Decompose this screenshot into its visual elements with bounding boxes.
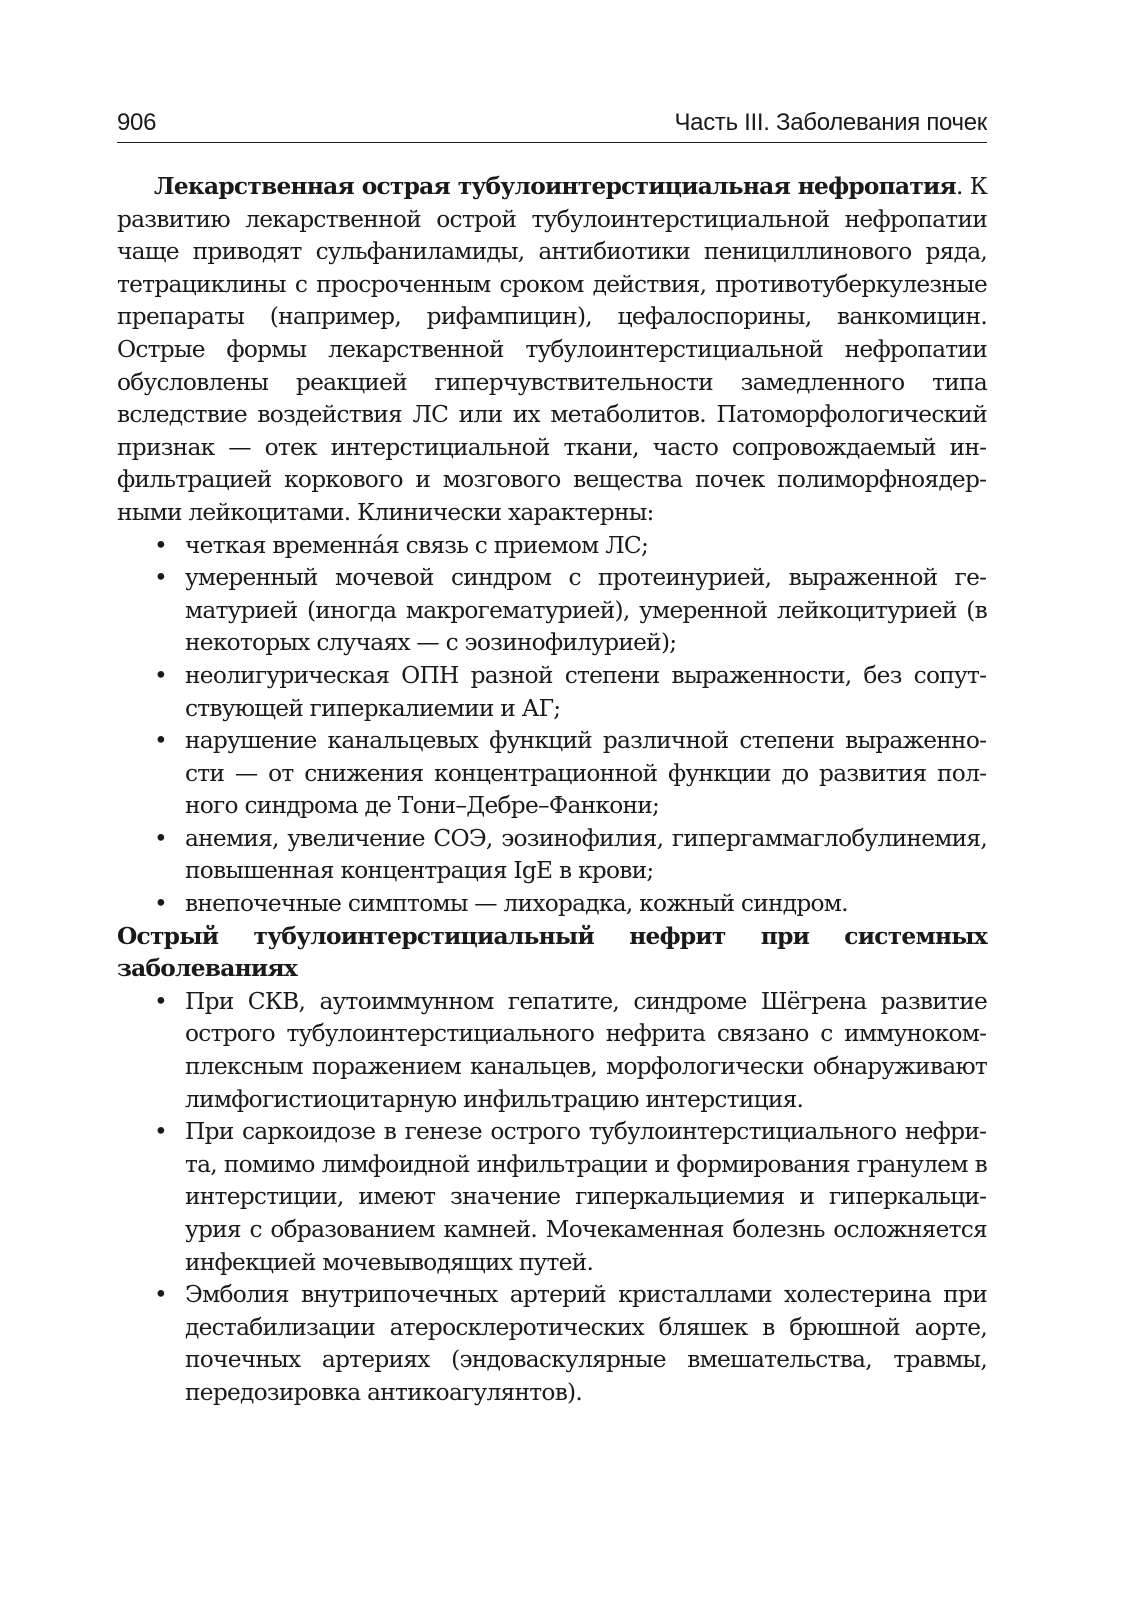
section2-bullet-list <box>117 986 987 1410</box>
list-item-text: умеренный мочевой синдром с протеинурией, выраженной гематурией (иногда макрогематурией), умеренной лейкоцитурией (в некоторых случаях — с эозинофилурией); <box>185 564 987 657</box>
list-item-text: четкая временна́я связь с приемом ЛС; <box>185 531 649 559</box>
bullet-icon: • <box>154 531 167 559</box>
list-item <box>117 1279 987 1409</box>
list-item <box>117 1116 987 1279</box>
bullet-icon: • <box>154 1281 167 1309</box>
list-item-text: При саркоидозе в генезе острого тубулоинтерстициального нефрита, помимо лимфоидной инфильтрации и формирования гранулем в интерстиции, имеют значение гиперкальциемия и гиперкальциурия с образованием камней. Мочекаменная болезнь осложняется инфекцией мочевыводящих путей. <box>185 1118 987 1276</box>
section1-paragraph <box>117 171 987 530</box>
bullet-icon: • <box>154 824 167 852</box>
bullet-icon: • <box>154 564 167 592</box>
chapter-title: Часть III. Заболевания почек <box>674 109 987 136</box>
bullet-icon: • <box>154 890 167 918</box>
section1-bullet-list <box>117 530 987 921</box>
section1-heading: Лекарственная острая тубулоинтерстициальная нефропатия <box>154 173 956 200</box>
list-item <box>117 562 987 660</box>
list-item-text: анемия, увеличение СОЭ, эозинофилия, гипергаммаглобулинемия, повышенная концентрация IgE в крови; <box>185 824 987 885</box>
list-item-text: При СКВ, аутоиммунном гепатите, синдроме Шёгрена развитие острого тубулоинтерстициального нефрита связано с иммунокомплексным поражением канальцев, морфологически обнаруживают лимфогистиоцитарную инфильтрацию интерстиция. <box>185 987 987 1113</box>
list-item-text: внепочечные симптомы — лихорадка, кожный синдром. <box>185 890 848 918</box>
running-head <box>117 108 987 143</box>
book-page <box>117 108 987 1410</box>
list-item-text: неолигурическая ОПН разной степени выраженности, без сопутствующей гиперкалиемии и АГ; <box>185 661 987 722</box>
section2-heading: Острый тубулоинтерстициальный нефрит при системных заболеваниях <box>117 922 987 983</box>
section1-heading-end: . <box>956 173 963 200</box>
list-item <box>117 823 987 888</box>
page-number: 906 <box>117 109 157 136</box>
list-item <box>117 530 987 563</box>
list-item <box>117 888 987 921</box>
page-content <box>117 171 987 1410</box>
list-item <box>117 986 987 1116</box>
list-item-text: нарушение канальцевых функций различной степени выраженности — от снижения концентрационной функции до развития полного синдрома де Тони–Дебре–Фанкони; <box>185 727 987 820</box>
list-item-text: Эмболия внутрипочечных артерий кристаллами холестерина при дестабилизации атеросклеротических бляшек в брюшной аорте, почечных артериях (эндоваскулярные вмешательства, травмы, передозировка антикоагулянтов). <box>185 1281 987 1406</box>
list-item <box>117 725 987 823</box>
list-item <box>117 660 987 725</box>
bullet-icon: • <box>154 727 167 755</box>
bullet-icon: • <box>154 1118 167 1146</box>
bullet-icon: • <box>154 661 167 689</box>
bullet-icon: • <box>154 987 167 1015</box>
section1-body: К развитию лекарственной острой тубулоинтерстициальной нефропатии чаще приводят сульфаниламиды, антибиотики пенициллинового ряда, тетрациклины с просроченным сроком действия, противотуберкулезные препараты (например, рифампицин), цефалоспорины, ванкомицин. Острые формы лекарственной тубулоинтерстициальной нефропатии обусловлены реакцией гиперчувствительности замедленного типа вследствие воздействия ЛС или их метаболитов. Патоморфологический признак — отек интерстициальной ткани, часто сопровождаемый инфильтрацией коркового и мозгового вещества почек полиморфноядерными лейкоцитами. Клинически характерны: <box>117 173 987 526</box>
